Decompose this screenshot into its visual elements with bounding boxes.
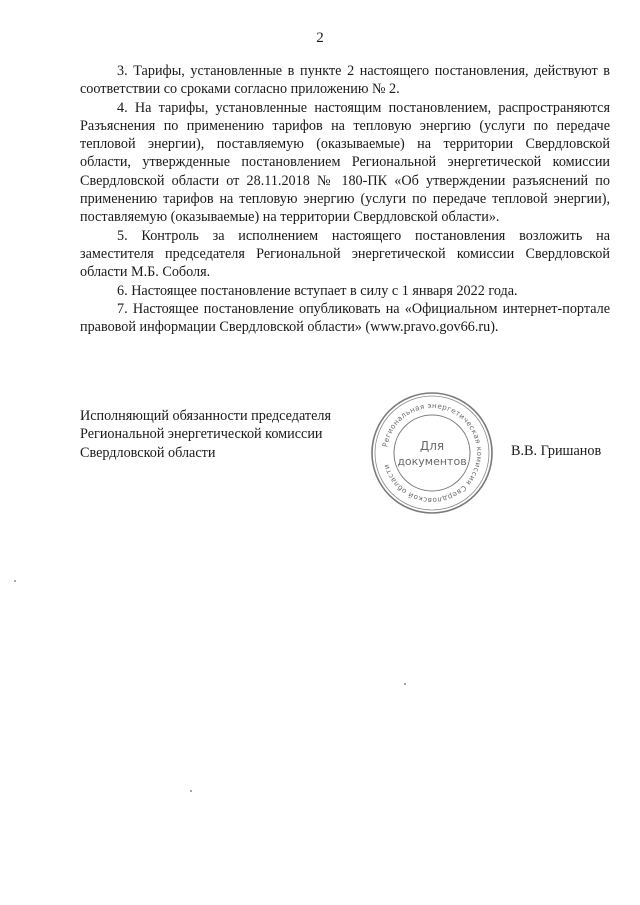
scan-speck bbox=[14, 580, 16, 582]
seal-ring-text: Региональная энергетическая комиссия Свердловской области bbox=[380, 400, 485, 506]
paragraph-3: 3. Тарифы, установленные в пункте 2 настоящего постановления, действуют в соответствии со сроками согласно приложению № 2. bbox=[80, 63, 610, 98]
seal-center-text-1: Для bbox=[419, 439, 445, 453]
signatory-name: В.В. Гришанов bbox=[511, 443, 602, 459]
document-body bbox=[80, 62, 610, 336]
seal-center-text-2: документов bbox=[397, 455, 467, 468]
page-number: 2 bbox=[316, 30, 324, 46]
official-seal-stamp bbox=[369, 390, 495, 516]
position-line-3: Свердловской области bbox=[80, 444, 216, 461]
paragraph-5: 5. Контроль за исполнением настоящего постановления возложить на заместителя председателя Региональной энергетической комиссии Свердловской области М.Б. Соболя. bbox=[80, 227, 610, 281]
signatory-position bbox=[80, 407, 380, 462]
scan-speck bbox=[190, 790, 192, 792]
paragraph-4: 4. На тарифы, установленные настоящим постановлением, распространяются Разъяснения по применению тарифов на тепловую энергию (услуги по передаче тепловой энергии), поставляемую (оказываемые) на территории Свердловской области, утвержденные постановлением Региональной энергетической комиссии Свердловской области от 28.11.2018 № 180-ПК «Об утверждении разъяснений по применению тарифов на тепловую энергию (услуги по передаче тепловой энергии), поставляемую (оказываемые) на территории Свердловской области». bbox=[80, 99, 610, 226]
paragraph-7: 7. Настоящее постановление опубликовать на «Официальном интернет-портале правовой информации Свердловской области» (www.pravo.gov66.ru). bbox=[80, 300, 610, 336]
paragraph-6: 6. Настоящее постановление вступает в силу с 1 января 2022 года. bbox=[117, 282, 518, 299]
position-line-1: Исполняющий обязанности председателя bbox=[80, 408, 331, 424]
scan-speck bbox=[404, 683, 406, 685]
position-line-2: Региональной энергетической комиссии bbox=[80, 426, 323, 443]
